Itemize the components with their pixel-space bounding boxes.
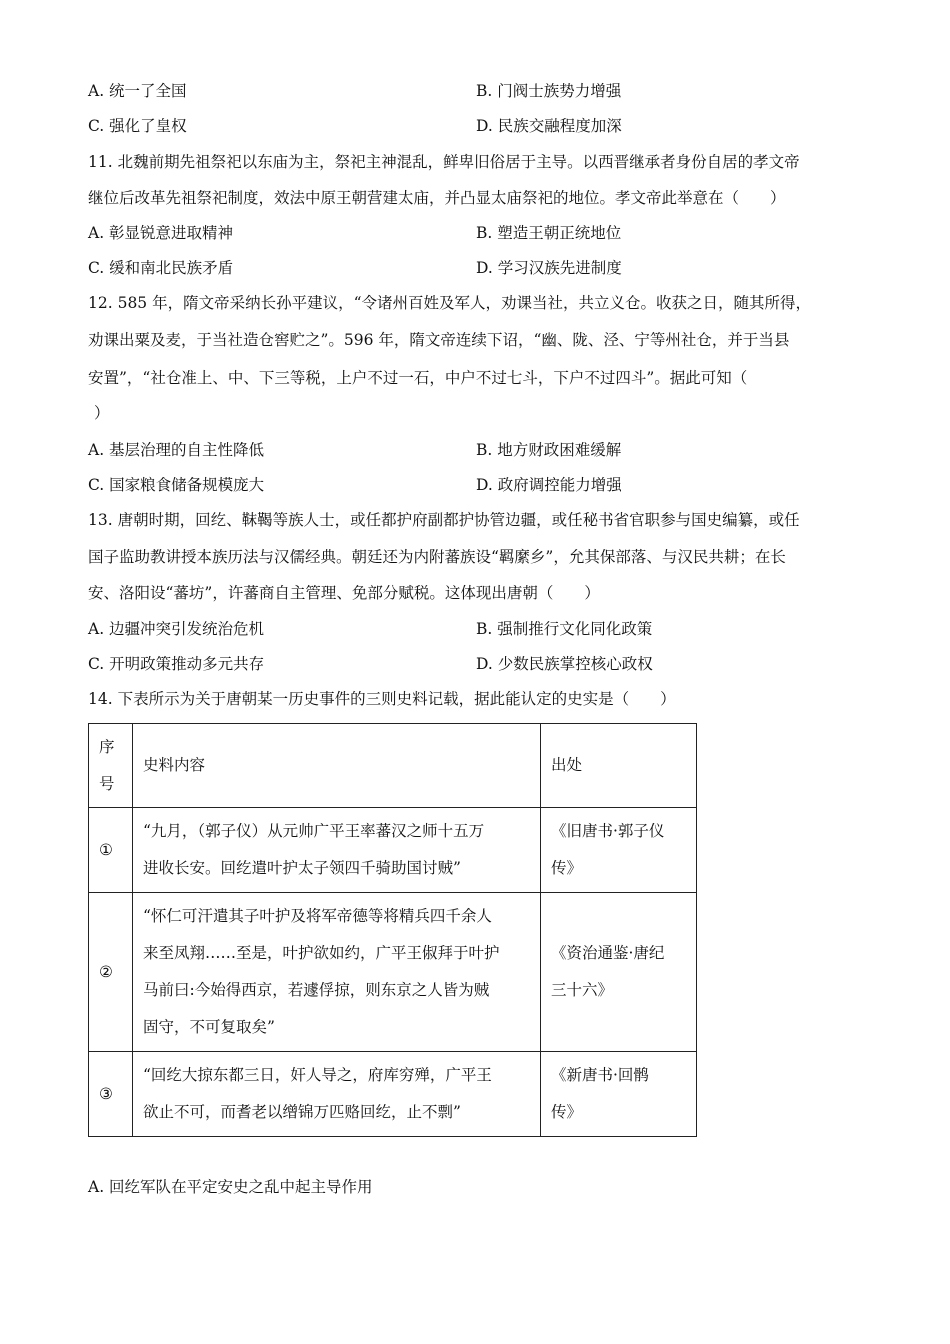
source-table [88, 723, 697, 1137]
q10-option-c: C. 强化了皇权 [88, 117, 187, 135]
row-source [541, 893, 697, 1052]
q13-stem-line-3: 安、洛阳设“蕃坊”，许蕃商自主管理、免部分赋税。这体现出唐朝（ ） [88, 584, 600, 602]
row-content-line: “回纥大掠东都三日，奸人导之，府库穷殚，广平王 [143, 1066, 492, 1084]
header-number-line-2: 号 [99, 774, 115, 793]
q13-option-a: A. 边疆冲突引发统治危机 [88, 620, 265, 638]
q11-option-c: C. 缓和南北民族矛盾 [88, 259, 234, 277]
q13-option-b: B. 强制推行文化同化政策 [476, 620, 653, 638]
row-source [541, 1052, 697, 1137]
q12-option-a: A. 基层治理的自主性降低 [88, 441, 265, 459]
row-source [541, 808, 697, 893]
row-number: ② [89, 893, 133, 1052]
q10-option-a: A. 统一了全国 [88, 82, 187, 100]
q14-stem: 14. 下表所示为关于唐朝某一历史事件的三则史料记载，据此能认定的史实是（ ） [88, 690, 676, 708]
q13-stem-line-1: 13. 唐朝时期，回纥、靺鞨等族人士，或任都护府副都护协管边疆，或任秘书省官职参与国史编纂，或任 [88, 511, 800, 529]
row-source-line: 传》 [551, 859, 583, 877]
row-content-line: 来至凤翔……至是，叶护欲如约，广平王俶拜于叶护 [143, 944, 500, 962]
row-content-line: 固守，不可复取矣” [143, 1018, 275, 1036]
q12-stem-line-4: ） [94, 404, 110, 422]
row-number: ① [89, 808, 133, 893]
row-content-line: 马前曰:今始得西京，若遽俘掠，则东京之人皆为贼 [143, 981, 490, 999]
table-header-row [89, 724, 697, 808]
row-source-line: 《旧唐书·郭子仪 [551, 822, 665, 840]
table-row [89, 1052, 697, 1137]
row-source-line: 三十六》 [551, 981, 614, 999]
q12-option-b: B. 地方财政困难缓解 [476, 441, 622, 459]
row-content-line: “怀仁可汗遣其子叶护及将军帝德等将精兵四千余人 [143, 907, 492, 925]
q11-option-b: B. 塑造王朝正统地位 [476, 224, 622, 242]
header-number [89, 724, 133, 808]
row-content-line: 进收长安。回纥遣叶护太子领四千骑助国讨贼” [143, 859, 461, 877]
header-content: 史料内容 [133, 724, 541, 808]
table-row [89, 808, 697, 893]
q12-option-c: C. 国家粮食储备规模庞大 [88, 476, 265, 494]
table-row [89, 893, 697, 1052]
row-content [133, 893, 541, 1052]
header-number-line-1: 序 [99, 737, 115, 756]
row-source-line: 《资治通鉴·唐纪 [551, 944, 665, 962]
q13-stem-line-2: 国子监助教讲授本族历法与汉儒经典。朝廷还为内附蕃族设“羁縻乡”，允其保部落、与汉民共耕；在长 [88, 548, 786, 566]
q12-option-d: D. 政府调控能力增强 [476, 476, 622, 494]
q11-option-d: D. 学习汉族先进制度 [476, 259, 622, 277]
q10-option-d: D. 民族交融程度加深 [476, 117, 622, 135]
header-source: 出处 [541, 724, 697, 808]
row-source-line: 传》 [551, 1103, 583, 1121]
q14-option-a: A. 回纥军队在平定安史之乱中起主导作用 [88, 1178, 373, 1196]
q11-stem-line-2: 继位后改革先祖祭祀制度，效法中原王朝营建太庙，并凸显太庙祭祀的地位。孝文帝此举意在（ ） [88, 189, 786, 207]
row-content [133, 808, 541, 893]
q12-stem-line-3: 安置”，“社仓准上、中、下三等税，上户不过一石，中户不过七斗，下户不过四斗”。据此可知（ [88, 369, 748, 387]
q13-option-c: C. 开明政策推动多元共存 [88, 655, 265, 673]
row-content-line: 欲止不可，而耆老以缯锦万匹赂回纥，止不剽” [143, 1103, 461, 1121]
q10-option-b: B. 门阀士族势力增强 [476, 82, 622, 100]
q13-option-d: D. 少数民族掌控核心政权 [476, 655, 653, 673]
q11-option-a: A. 彰显锐意进取精神 [88, 224, 234, 242]
q12-stem-line-1: 12. 585 年，隋文帝采纳长孙平建议，“令诸州百姓及军人，劝课当社，共立义仓。收获之日，随其所得， [88, 294, 812, 312]
row-source-line: 《新唐书·回鹘 [551, 1066, 649, 1084]
row-number: ③ [89, 1052, 133, 1137]
q12-stem-line-2: 劝课出粟及麦，于当社造仓窖贮之”。596 年，隋文帝连续下诏，“幽、陇、泾、宁等州社仓，并于当县 [88, 331, 790, 349]
row-content-line: “九月，（郭子仪）从元帅广平王率蕃汉之师十五万 [143, 822, 485, 840]
row-content [133, 1052, 541, 1137]
q11-stem-line-1: 11. 北魏前期先祖祭祀以东庙为主，祭祀主神混乱，鲜卑旧俗居于主导。以西晋继承者身份自居的孝文帝 [88, 153, 800, 171]
